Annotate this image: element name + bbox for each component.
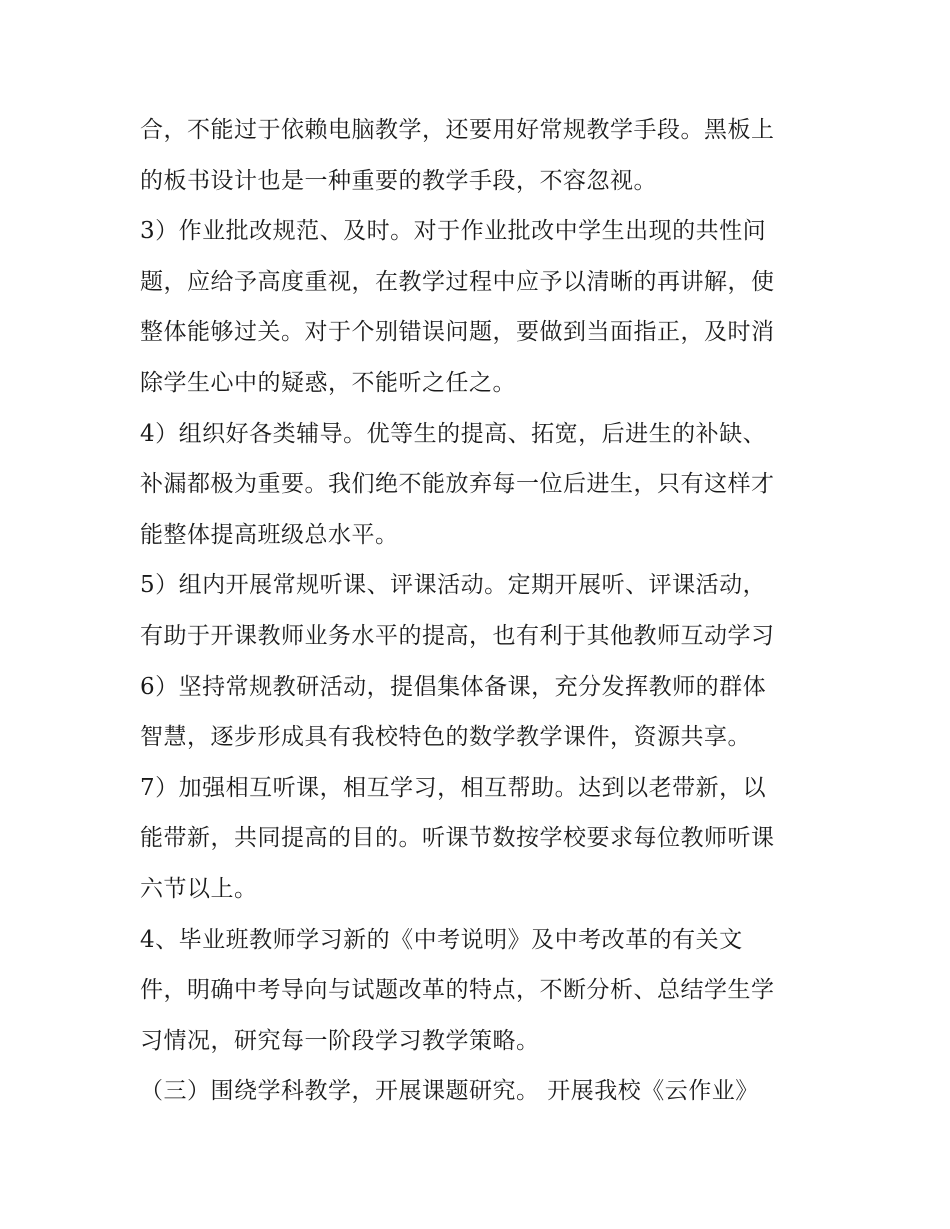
text-line: 4、毕业班教师学习新的《中考说明》及中考改革的有关文: [140, 926, 743, 953]
text-line: 6）坚持常规教研活动，提倡集体备课，充分发挥教师的群体: [140, 673, 767, 700]
text-line: 补漏都极为重要。我们绝不能放弃每一位后进生，只有这样才: [140, 471, 775, 498]
text-line: 六节以上。: [140, 875, 258, 902]
text-line: 能整体提高班级总水平。: [140, 521, 399, 548]
text-line: 5）组内开展常规听课、评课活动。定期开展听、评课活动，: [140, 572, 767, 599]
text-line: （三）围绕学科教学，开展课题研究。 开展我校《云作业》: [140, 1078, 759, 1105]
text-line: 3）作业批改规范、及时。对于作业批改中学生出现的共性问: [140, 218, 767, 245]
text-line: 有助于开课教师业务水平的提高，也有利于其他教师互动学习: [140, 622, 775, 649]
text-line: 除学生心中的疑惑，不能听之任之。: [140, 369, 516, 396]
text-line: 7）加强相互听课，相互学习，相互帮助。达到以老带新，以: [140, 774, 767, 801]
text-line: 能带新，共同提高的目的。听课节数按学校要求每位教师听课: [140, 825, 775, 852]
text-line: 合，不能过于依赖电脑教学，还要用好常规教学手段。黑板上: [140, 117, 775, 143]
text-line: 题，应给予高度重视，在教学过程中应予以清晰的再讲解，使: [140, 268, 775, 295]
text-line: 整体能够过关。对于个别错误问题，要做到当面指正，及时消: [140, 319, 775, 346]
text-line: 4）组织好各类辅导。优等生的提高、拓宽，后进生的补缺、: [140, 420, 767, 447]
text-line: 智慧，逐步形成具有我校特色的数学教学课件，资源共享。: [140, 724, 751, 751]
text-line: 习情况，研究每一阶段学习教学策略。: [140, 1027, 540, 1054]
text-line: 件，明确中考导向与试题改革的特点，不断分析、总结学生学: [140, 977, 775, 1004]
body-text: [140, 105, 820, 1117]
text-line: 的板书设计也是一种重要的教学手段，不容忽视。: [140, 167, 657, 194]
